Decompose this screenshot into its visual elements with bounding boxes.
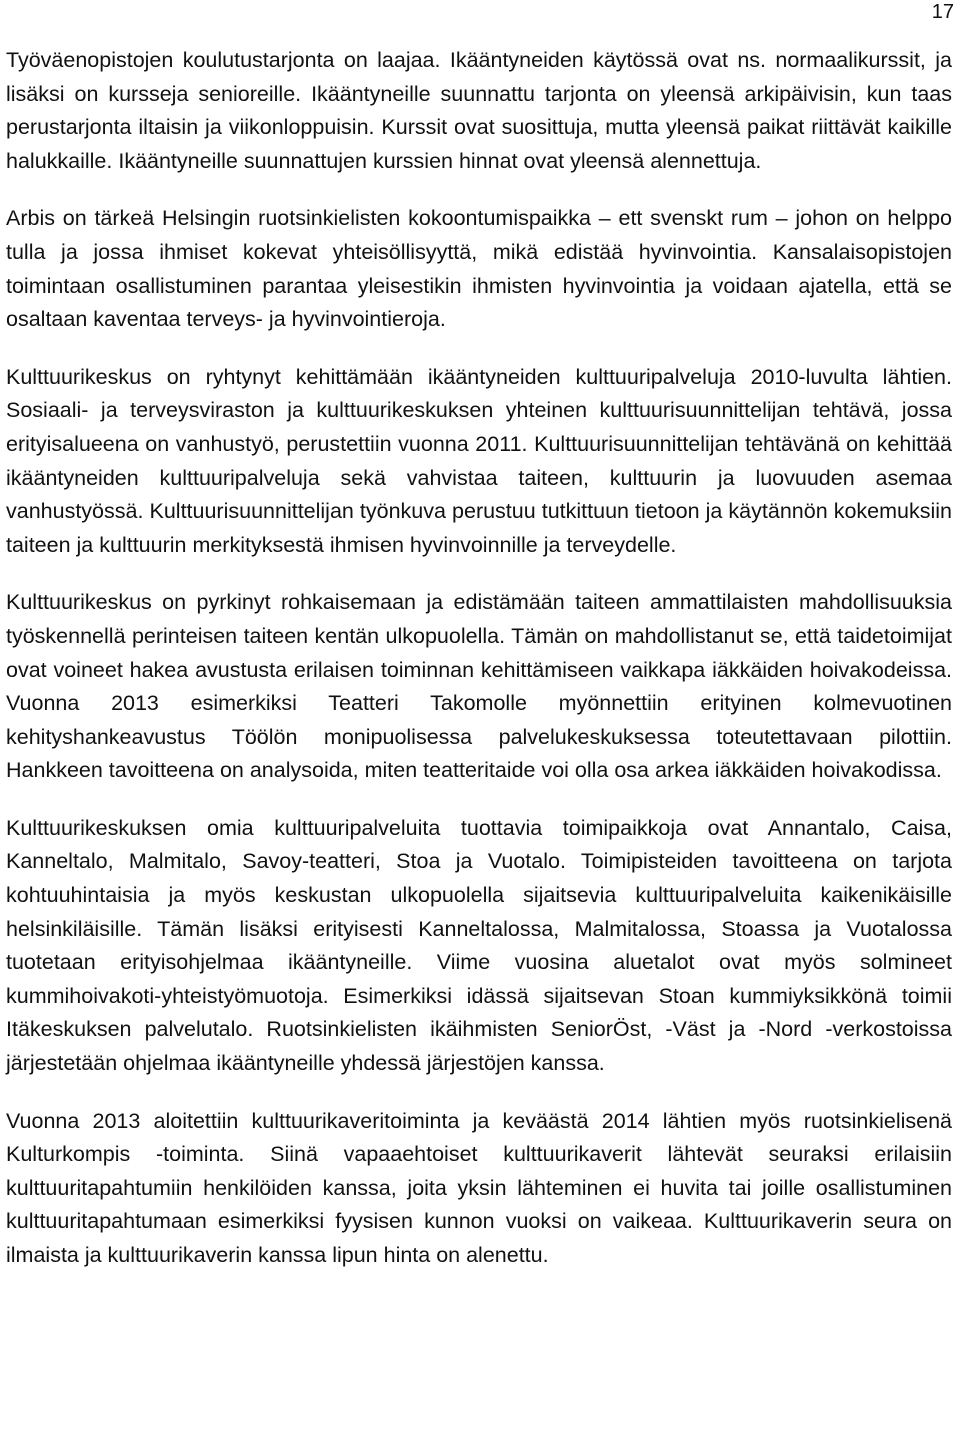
paragraph-6: Vuonna 2013 aloitettiin kulttuurikaveritoiminta ja keväästä 2014 lähtien myös ruotsinkielisenä Kulturkompis -toiminta. Siinä vapaaehtoiset kulttuurikaverit lähtevät seuraksi erilaisiin kulttuuritapahtumiin henkilöiden kanssa, joita yksin lähteminen ei huvita tai joille osallistuminen kulttuuritapahtumaan esimerkiksi fyysisen kunnon vuoksi on vaikeaa. Kulttuurikaverin seura on ilmaista ja kulttuurikaverin kanssa lipun hinta on alenettu. — [6, 1108, 952, 1267]
paragraph-2: Arbis on tärkeä Helsingin ruotsinkielisten kokoontumispaikka – ett svenskt rum – johon on helppo tulla ja jossa ihmiset kokevat yhteisöllisyyttä, mikä edistää hyvinvointia. Kansalaisopistojen toimintaan osallistuminen parantaa yleisestikin ihmisten hyvinvointia ja voidaan ajatella, että se osaltaan kaventaa terveys- ja hyvinvointieroja. — [6, 206, 952, 332]
document-body — [6, 44, 952, 1297]
paragraph-3: Kulttuurikeskus on ryhtynyt kehittämään ikääntyneiden kulttuuripalveluja 2010-luvulta lähtien. Sosiaali- ja terveysviraston ja kulttuurikeskuksen yhteinen kulttuurisuunnittelijan tehtävä, jossa erityisalueena on vanhustyö, perustettiin vuonna 2011. Kulttuurisuunnittelijan tehtävänä on kehittää ikääntyneiden kulttuuripalveluja sekä vahvistaa taiteen, kulttuurin ja luovuuden asemaa vanhustyössä. Kulttuurisuunnittelijan työnkuva perustuu tutkittuun tietoon ja käytännön kokemuksiin taiteen ja kulttuurin merkityksestä ihmisen hyvinvoinnille ja terveydelle. — [6, 364, 952, 557]
paragraph-5: Kulttuurikeskuksen omia kulttuuripalveluita tuottavia toimipaikkoja ovat Annantalo, Caisa, Kanneltalo, Malmitalo, Savoy-teatteri, Stoa ja Vuotalo. Toimipisteiden tavoitteena on tarjota kohtuuhintaisia ja myös keskustan ulkopuolella sijaitsevia kulttuuripalveluita kaikenikäisille helsinkiläisille. Tämän lisäksi erityisesti Kanneltalossa, Malmitalossa, Stoassa ja Vuotalossa tuotetaan erityisohjelmaa ikääntyneille. Viime vuosina aluetalot ovat myös solmineet kummihoivakoti-yhteistyömuotoja. Esimerkiksi idässä sijaitsevan Stoan kummiyksikkönä toimii Itäkeskuksen palvelutalo. Ruotsinkielisten ikäihmisten SeniorÖst, -Väst ja -Nord -verkostoissa järjestetään ohjelmaa ikääntyneille yhdessä järjestöjen kanssa. — [6, 815, 952, 1076]
paragraph-4: Kulttuurikeskus on pyrkinyt rohkaisemaan ja edistämään taiteen ammattilaisten mahdollisuuksia työskennellä perinteisen taiteen kentän ulkopuolella. Tämän on mahdollistanut se, että taidetoimijat ovat voineet hakea avustusta erilaisen toiminnan kehittämiseen vaikkapa iäkkäiden hoivakodeissa. Vuonna 2013 esimerkiksi Teatteri Takomolle myönnettiin erityinen kolmevuotinen kehityshankeavustus Töölön monipuolisessa palvelukeskuksessa toteutettavaan pilottiin. Hankkeen tavoitteena on analysoida, miten teatteritaide voi olla osa arkea iäkkäiden hoivakodissa. — [6, 590, 952, 783]
page-number: 17 — [931, 1, 954, 23]
paragraph-1: Työväenopistojen koulutustarjonta on laajaa. Ikääntyneiden käytössä ovat ns. normaalikurssit, ja lisäksi on kursseja senioreille. Ikääntyneille suunnattu tarjonta on yleensä arkipäivisin, kun taas perustarjonta iltaisin ja viikonloppuisin. Kurssit ovat suosittuja, mutta yleensä paikat riittävät kaikille halukkaille. Ikääntyneille suunnattujen kurssien hinnat ovat yleensä alennettuja. — [6, 48, 952, 173]
